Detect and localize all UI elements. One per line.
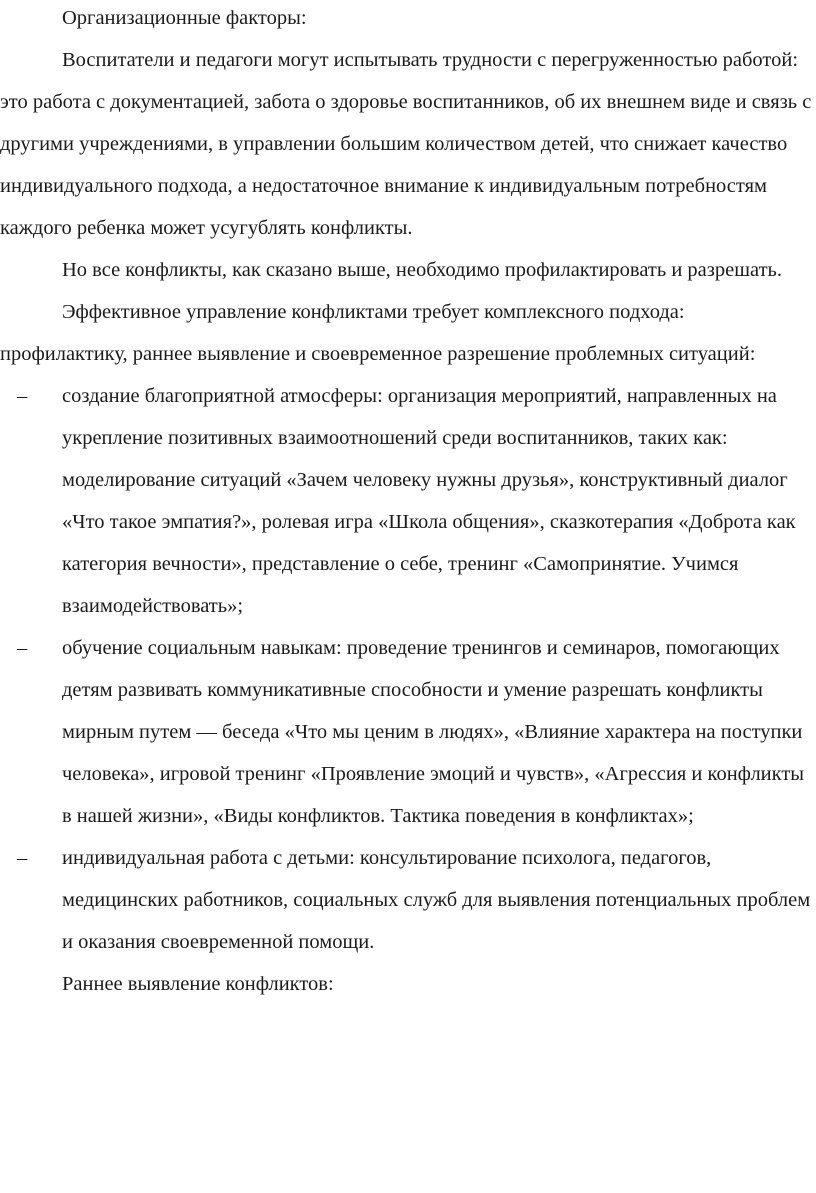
measures-list: [0, 375, 816, 963]
dash-bullet: –: [17, 637, 28, 659]
dash-bullet: –: [17, 847, 28, 869]
list-item: [0, 375, 816, 627]
paragraph-management: Эффективное управление конфликтами требует комплексного подхода: профилактику, раннее выявление и своевременное разрешение проблемных ситуаций:: [0, 301, 756, 365]
heading-organizational-factors: Организационные факторы:: [62, 7, 307, 29]
paragraph-workload: Воспитатели и педагоги могут испытывать трудности с перегруженностью работой: это работа с документацией, забота о здоровье воспитанников, об их внешнем виде и связь с другими учреждениями, в управлении большим количеством детей, что снижает качество индивидуального подхода, а недостаточное внимание к индивидуальным потребностям каждого ребенка может усугублять конфликты.: [0, 49, 812, 239]
dash-bullet: –: [17, 385, 28, 407]
list-item: [0, 837, 816, 963]
list-item-text: создание благоприятной атмосферы: организация мероприятий, направленных на укрепление позитивных взаимоотношений среди воспитанников, таких как: моделирование ситуаций «Зачем человеку нужны друзья», конструктивный диалог «Что такое эмпатия?», ролевая игра «Школа общения», сказкотерапия «Доброта как категория вечности», представление о себе, тренинг «Самопринятие. Учимся взаимодействовать»;: [62, 385, 796, 617]
list-item: [0, 627, 816, 837]
paragraph-prevention: Но все конфликты, как сказано выше, необходимо профилактировать и разрешать.: [62, 259, 783, 281]
list-item-text: индивидуальная работа с детьми: консультирование психолога, педагогов, медицинских работников, социальных служб для выявления потенциальных проблем и оказания своевременной помощи.: [62, 847, 811, 953]
list-item-text: обучение социальным навыкам: проведение тренингов и семинаров, помогающих детям развивать коммуникативные способности и умение разрешать конфликты мирным путем — беседа «Что мы ценим в людях», «Влияние характера на поступки человека», игровой тренинг «Проявление эмоций и чувств», «Агрессия и конфликты в нашей жизни», «Виды конфликтов. Тактика поведения в конфликтах»;: [62, 637, 805, 827]
heading-early-detection: Раннее выявление конфликтов:: [62, 973, 334, 995]
